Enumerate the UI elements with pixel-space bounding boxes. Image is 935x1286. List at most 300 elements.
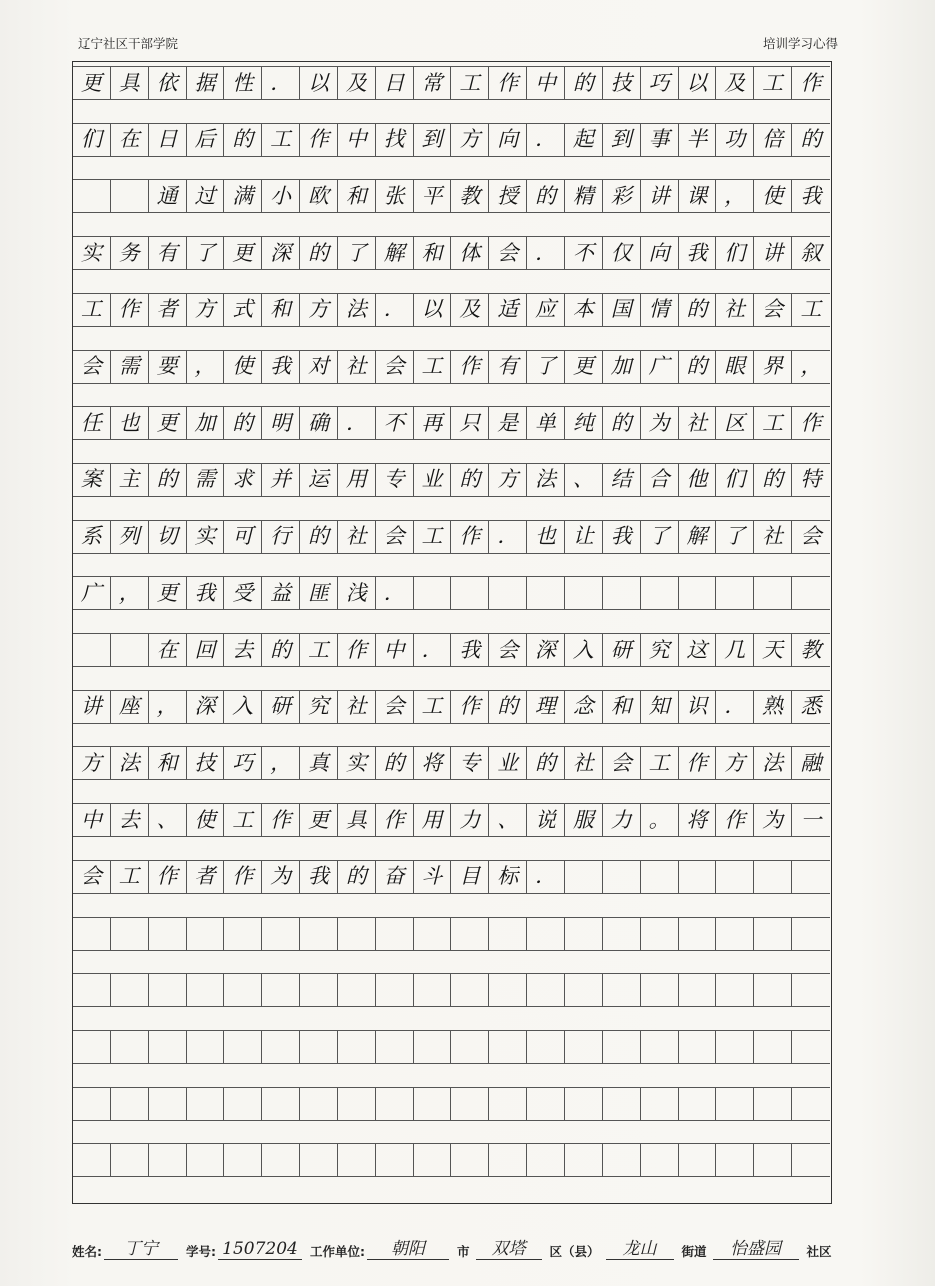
grid-cell: [187, 1031, 225, 1063]
grid-cell: [262, 974, 300, 1006]
grid-cell: 不: [376, 407, 414, 439]
grid-cell: 务: [111, 237, 149, 269]
grid-cell: 研: [262, 691, 300, 723]
grid-row: [73, 803, 830, 837]
grid-cell: 以: [679, 67, 717, 99]
grid-cell: 的: [451, 464, 489, 496]
grid-cell: 需: [187, 464, 225, 496]
grid-cell: 回: [187, 634, 225, 666]
grid-cell: 运: [300, 464, 338, 496]
grid-cell: [338, 1031, 376, 1063]
grid-cell: [149, 974, 187, 1006]
grid-cell: 会: [376, 351, 414, 383]
grid-cell: [73, 634, 111, 666]
grid-cell: 本: [565, 294, 603, 326]
grid-cell: [300, 974, 338, 1006]
grid-cell: 解: [679, 521, 717, 553]
grid-cell: [716, 1144, 754, 1176]
grid-cell: 切: [149, 521, 187, 553]
city-value: 朝阳: [367, 1239, 449, 1260]
community-value: 怡盛园: [713, 1239, 799, 1260]
grid-cell: 工: [641, 747, 679, 779]
grid-cell: 依: [149, 67, 187, 99]
grid-cell: 知: [641, 691, 679, 723]
grid-cell: 为: [641, 407, 679, 439]
grid-cell: 者: [187, 861, 225, 893]
grid-cell: 的: [565, 67, 603, 99]
grid-cell: 会: [603, 747, 641, 779]
grid-cell: 据: [187, 67, 225, 99]
grid-cell: 讲: [754, 237, 792, 269]
grid-cell: 的: [224, 407, 262, 439]
grid-cell: 广: [641, 351, 679, 383]
grid-cell: [489, 1144, 527, 1176]
grid-cell: 为: [754, 804, 792, 836]
grid-cell: 作: [679, 747, 717, 779]
grid-cell: 需: [111, 351, 149, 383]
name-value: 丁宁: [104, 1239, 178, 1260]
grid-cell: [527, 918, 565, 950]
grid-cell: 更: [149, 407, 187, 439]
grid-cell: 并: [262, 464, 300, 496]
grid-cell: [376, 1144, 414, 1176]
grid-cell: 更: [73, 67, 111, 99]
grid-cell: 受: [224, 577, 262, 609]
grid-cell: 念: [565, 691, 603, 723]
grid-cell: 巧: [224, 747, 262, 779]
grid-cell: 中: [527, 67, 565, 99]
grid-cell: [73, 1031, 111, 1063]
grid-cell: 天: [754, 634, 792, 666]
grid-cell: 研: [603, 634, 641, 666]
grid-cell: 事: [641, 124, 679, 156]
grid-cell: [792, 1144, 830, 1176]
street-value: 龙山: [606, 1239, 674, 1260]
grid-cell: [300, 918, 338, 950]
grid-cell: [300, 1088, 338, 1120]
grid-cell: 任: [73, 407, 111, 439]
grid-cell: 我: [451, 634, 489, 666]
grid-cell: 的: [754, 464, 792, 496]
grid-cell: [754, 974, 792, 1006]
grid-cell: 浅: [338, 577, 376, 609]
grid-cell: 益: [262, 577, 300, 609]
grid-cell: [603, 1088, 641, 1120]
grid-cell: 日: [376, 67, 414, 99]
grid-cell: 欧: [300, 180, 338, 212]
grid-cell: 眼: [716, 351, 754, 383]
grid-cell: [111, 634, 149, 666]
grid-cell: 社: [679, 407, 717, 439]
grid-cell: 讲: [641, 180, 679, 212]
grid-cell: 体: [451, 237, 489, 269]
grid-cell: 我: [187, 577, 225, 609]
grid-cell: [224, 1144, 262, 1176]
grid-cell: [641, 861, 679, 893]
grid-cell: [754, 1031, 792, 1063]
grid-cell: [111, 1088, 149, 1120]
grid-cell: 张: [376, 180, 414, 212]
grid-cell: [565, 861, 603, 893]
grid-cell: [527, 974, 565, 1006]
grid-cell: 作: [338, 634, 376, 666]
grid-cell: 工: [754, 407, 792, 439]
grid-cell: 也: [111, 407, 149, 439]
grid-cell: 不: [565, 237, 603, 269]
grid-cell: 作: [800, 410, 822, 435]
grid-row: [73, 236, 830, 270]
name-label: 姓名:: [72, 1244, 102, 1259]
grid-cell: [565, 577, 603, 609]
grid-cell: [149, 918, 187, 950]
grid-row: [73, 973, 830, 1007]
grid-cell: 的: [224, 124, 262, 156]
grid-cell: 工: [451, 67, 489, 99]
grid-cell: 技: [603, 67, 641, 99]
grid-cell: 的: [527, 747, 565, 779]
grid-cell: [679, 1088, 717, 1120]
grid-cell: [224, 974, 262, 1006]
grid-cell: [527, 1031, 565, 1063]
grid-row: [73, 1087, 830, 1121]
grid-cell: [716, 577, 754, 609]
grid-cell: ．: [376, 294, 414, 326]
grid-cell: ．: [338, 407, 376, 439]
grid-cell: 应: [527, 294, 565, 326]
grid-cell: 有: [489, 351, 527, 383]
grid-cell: [73, 1088, 111, 1120]
grid-cell: 的: [603, 407, 641, 439]
grid-cell: 深: [262, 237, 300, 269]
grid-cell: 工: [754, 67, 792, 99]
grid-cell: 我: [800, 183, 822, 208]
grid-cell: 业: [489, 747, 527, 779]
grid-cell: [376, 918, 414, 950]
grid-cell: [565, 974, 603, 1006]
grid-cell: ．: [527, 124, 565, 156]
grid-cell: 讲: [73, 691, 111, 723]
grid-cell: 作: [300, 124, 338, 156]
grid-cell: ，: [149, 691, 187, 723]
grid-cell: [111, 974, 149, 1006]
grid-cell: [187, 974, 225, 1006]
grid-cell: 法: [527, 464, 565, 496]
grid-cell: 对: [300, 351, 338, 383]
grid-cell: 的: [679, 294, 717, 326]
grid-cell: 我: [679, 237, 717, 269]
grid-cell: [338, 1088, 376, 1120]
grid-cell: 方: [300, 294, 338, 326]
grid-cell: ．: [527, 237, 565, 269]
grid-cell: 的: [679, 351, 717, 383]
grid-cell: 作: [800, 70, 822, 95]
grid-cell: 纯: [565, 407, 603, 439]
grid-cell: 的: [149, 464, 187, 496]
grid-cell: 使: [224, 351, 262, 383]
grid-cell: 使: [187, 804, 225, 836]
grid-cell: [489, 918, 527, 950]
grid-row: [73, 1030, 830, 1064]
grid-cell: 作: [149, 861, 187, 893]
grid-cell: [224, 1031, 262, 1063]
grid-cell: [489, 1088, 527, 1120]
grid-cell: 巧: [641, 67, 679, 99]
grid-cell: [111, 1144, 149, 1176]
grid-cell: [262, 1144, 300, 1176]
grid-cell: [111, 918, 149, 950]
grid-cell: 奋: [376, 861, 414, 893]
grid-row: [73, 1143, 830, 1177]
grid-cell: [679, 918, 717, 950]
grid-cell: ．: [414, 634, 452, 666]
grid-cell: 目: [451, 861, 489, 893]
grid-cell: 专: [376, 464, 414, 496]
grid-cell: [679, 577, 717, 609]
grid-cell: [641, 1144, 679, 1176]
grid-cell: 作: [111, 294, 149, 326]
grid-cell: ．: [262, 67, 300, 99]
grid-cell: 几: [716, 634, 754, 666]
grid-cell: 他: [679, 464, 717, 496]
street-suffix: 街道: [681, 1244, 707, 1259]
grid-cell: 方: [451, 124, 489, 156]
grid-cell: 社: [338, 521, 376, 553]
grid-cell: 及: [338, 67, 376, 99]
id-value: 1507204: [218, 1239, 302, 1260]
grid-cell: 深: [527, 634, 565, 666]
grid-cell: [603, 1144, 641, 1176]
grid-cell: 到: [603, 124, 641, 156]
grid-cell: 性: [224, 67, 262, 99]
grid-cell: 作: [224, 861, 262, 893]
grid-cell: 工: [262, 124, 300, 156]
grid-cell: 更: [149, 577, 187, 609]
grid-cell: 会: [73, 861, 111, 893]
grid-row: [73, 293, 830, 327]
grid-cell: [754, 1088, 792, 1120]
grid-cell: 标: [489, 861, 527, 893]
grid-cell: 向: [641, 237, 679, 269]
grid-cell: [679, 1144, 717, 1176]
grid-row: [73, 690, 830, 724]
grid-cell: 了: [338, 237, 376, 269]
grid-cell: 是: [489, 407, 527, 439]
grid-cell: 了: [641, 521, 679, 553]
grid-cell: 加: [603, 351, 641, 383]
grid-cell: 起: [565, 124, 603, 156]
grid-cell: [716, 918, 754, 950]
grid-cell: [679, 1031, 717, 1063]
grid-cell: 和: [603, 691, 641, 723]
grid-row: [73, 123, 830, 157]
grid-cell: 了: [716, 521, 754, 553]
grid-cell: 入: [224, 691, 262, 723]
grid-cell: [149, 1088, 187, 1120]
district-value: 双塔: [476, 1239, 542, 1260]
grid-cell: [565, 1144, 603, 1176]
grid-cell: 和: [414, 237, 452, 269]
grid-cell: 中: [338, 124, 376, 156]
grid-cell: 教: [451, 180, 489, 212]
grid-row: [73, 463, 830, 497]
grid-cell: 到: [414, 124, 452, 156]
grid-cell: 工: [111, 861, 149, 893]
grid-cell: 方: [489, 464, 527, 496]
grid-cell: 作: [451, 521, 489, 553]
grid-cell: 的: [376, 747, 414, 779]
grid-row: [73, 520, 830, 554]
grid-cell: 用: [414, 804, 452, 836]
page-header: [78, 34, 838, 54]
grid-cell: [111, 180, 149, 212]
grid-cell: [451, 1088, 489, 1120]
grid-cell: 。: [641, 804, 679, 836]
grid-cell: [73, 180, 111, 212]
grid-cell: 行: [262, 521, 300, 553]
grid-cell: 广: [73, 577, 111, 609]
grid-cell: [527, 1088, 565, 1120]
grid-cell: 授: [489, 180, 527, 212]
grid-cell: [641, 974, 679, 1006]
grid-cell: 式: [224, 294, 262, 326]
grid-cell: 将: [679, 804, 717, 836]
grid-cell: 适: [489, 294, 527, 326]
grid-cell: [792, 577, 830, 609]
grid-cell: [527, 1144, 565, 1176]
grid-cell: 后: [187, 124, 225, 156]
grid-cell: 实: [338, 747, 376, 779]
student-info-footer: [72, 1236, 842, 1260]
grid-cell: [451, 974, 489, 1006]
grid-cell: 更: [224, 237, 262, 269]
grid-cell: 在: [149, 634, 187, 666]
grid-cell: 方: [716, 747, 754, 779]
grid-cell: 社: [338, 691, 376, 723]
grid-cell: ．: [489, 521, 527, 553]
grid-cell: 更: [300, 804, 338, 836]
grid-cell: [414, 1144, 452, 1176]
grid-cell: 法: [338, 294, 376, 326]
grid-cell: 我: [262, 351, 300, 383]
grid-cell: [376, 1031, 414, 1063]
city-suffix: 市: [457, 1244, 470, 1259]
grid-cell: [641, 1031, 679, 1063]
grid-cell: 及: [451, 294, 489, 326]
grid-cell: [792, 974, 830, 1006]
grid-cell: 结: [603, 464, 641, 496]
grid-cell: [111, 1031, 149, 1063]
grid-cell: [716, 1031, 754, 1063]
grid-cell: 真: [300, 747, 338, 779]
grid-cell: 以: [414, 294, 452, 326]
grid-cell: [187, 1088, 225, 1120]
grid-cell: 会: [73, 351, 111, 383]
grid-cell: 方: [187, 294, 225, 326]
grid-cell: [754, 918, 792, 950]
grid-cell: 的: [800, 127, 822, 152]
grid-cell: 会: [489, 237, 527, 269]
grid-cell: 中: [376, 634, 414, 666]
grid-cell: 工: [414, 351, 452, 383]
grid-cell: 为: [262, 861, 300, 893]
grid-cell: [300, 1144, 338, 1176]
grid-row: [73, 576, 830, 610]
grid-cell: 社: [565, 747, 603, 779]
grid-cell: 更: [565, 351, 603, 383]
grid-cell: 斗: [414, 861, 452, 893]
grid-cell: [754, 1144, 792, 1176]
grid-cell: [754, 861, 792, 893]
grid-cell: 社: [754, 521, 792, 553]
writing-grid: [72, 61, 832, 1204]
grid-cell: [565, 1088, 603, 1120]
grid-cell: 特: [800, 467, 822, 492]
grid-cell: 倍: [754, 124, 792, 156]
grid-cell: 案: [73, 464, 111, 496]
grid-cell: 专: [451, 747, 489, 779]
grid-cell: 满: [224, 180, 262, 212]
grid-cell: [716, 861, 754, 893]
grid-cell: 使: [754, 180, 792, 212]
grid-cell: 熟: [754, 691, 792, 723]
grid-row: [73, 350, 830, 384]
grid-cell: 工: [73, 294, 111, 326]
grid-cell: [262, 1088, 300, 1120]
grid-cell: 法: [754, 747, 792, 779]
grid-cell: 工: [414, 521, 452, 553]
grid-cell: 作: [451, 351, 489, 383]
grid-cell: [641, 918, 679, 950]
grid-cell: 去: [224, 634, 262, 666]
grid-cell: 业: [414, 464, 452, 496]
grid-cell: 功: [716, 124, 754, 156]
grid-cell: [451, 1031, 489, 1063]
grid-cell: [754, 577, 792, 609]
grid-cell: 工: [414, 691, 452, 723]
grid-cell: 课: [679, 180, 717, 212]
grid-cell: 只: [451, 407, 489, 439]
grid-cell: 找: [376, 124, 414, 156]
grid-cell: 情: [641, 294, 679, 326]
grid-cell: 作: [376, 804, 414, 836]
grid-cell: [451, 918, 489, 950]
grid-cell: 这: [679, 634, 717, 666]
grid-cell: 的: [338, 861, 376, 893]
grid-cell: ，: [800, 354, 822, 378]
grid-cell: ．: [527, 861, 565, 893]
grid-cell: 方: [73, 747, 111, 779]
grid-cell: [149, 1144, 187, 1176]
grid-cell: [603, 1031, 641, 1063]
grid-cell: ，: [111, 577, 149, 609]
grid-cell: [527, 577, 565, 609]
grid-cell: 的: [300, 521, 338, 553]
grid-cell: [262, 918, 300, 950]
grid-cell: 半: [679, 124, 717, 156]
grid-cell: [792, 1031, 830, 1063]
grid-cell: 主: [111, 464, 149, 496]
grid-cell: 及: [716, 67, 754, 99]
grid-cell: 让: [565, 521, 603, 553]
grid-cell: [489, 1031, 527, 1063]
grid-cell: 教: [800, 637, 822, 662]
grid-cell: 和: [149, 747, 187, 779]
grid-cell: [603, 974, 641, 1006]
grid-cell: 彩: [603, 180, 641, 212]
document-type: 培训学习心得: [762, 36, 838, 51]
grid-cell: 识: [679, 691, 717, 723]
grid-cell: 究: [641, 634, 679, 666]
